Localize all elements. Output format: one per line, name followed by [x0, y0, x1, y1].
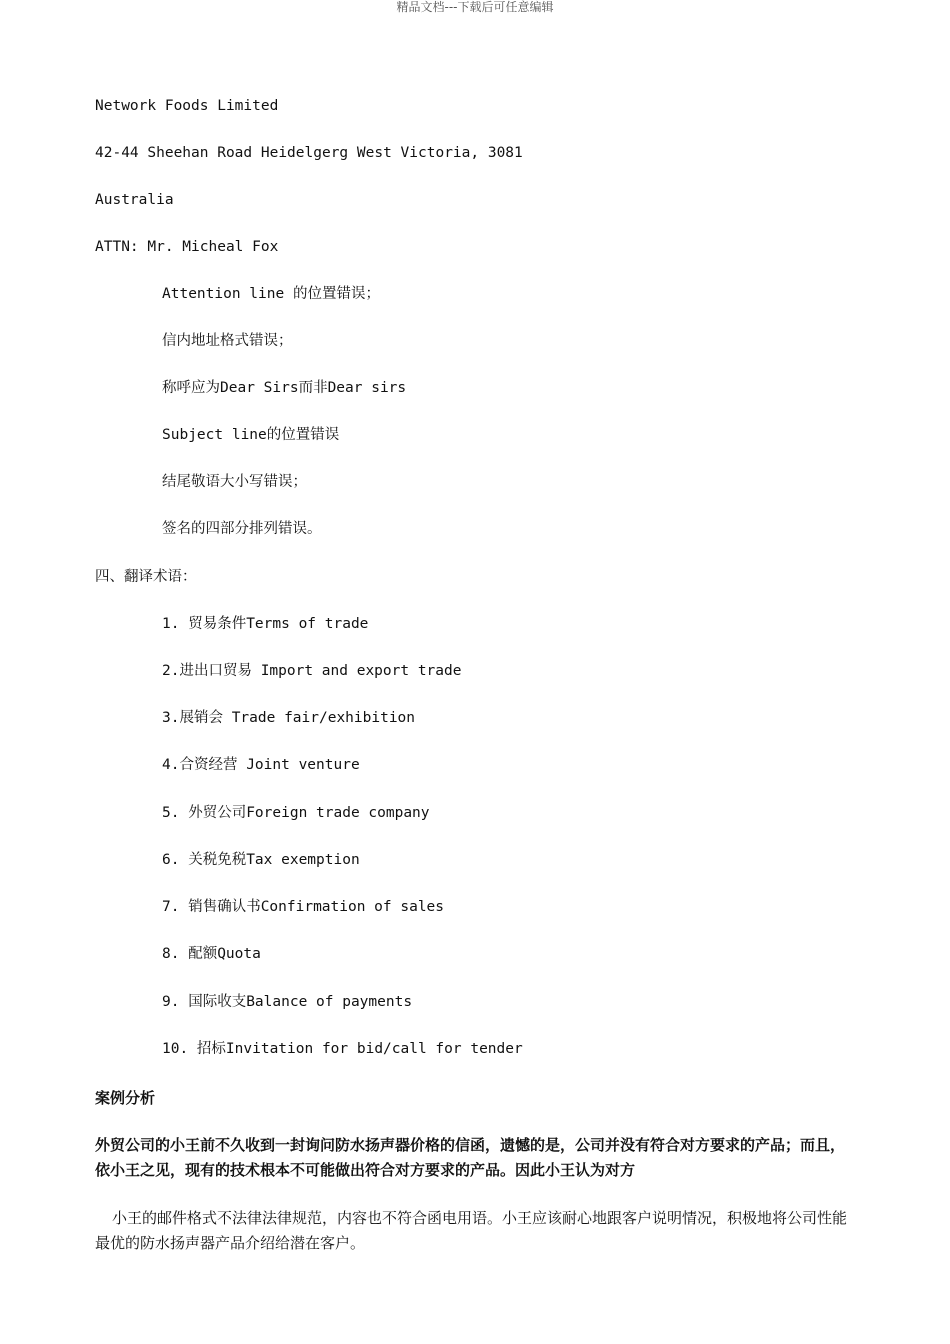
term-item: 2.进出口贸易 Import and export trade — [162, 663, 462, 679]
address-attn: ATTN: Mr. Micheal Fox — [95, 239, 279, 255]
address-country: Australia — [95, 192, 174, 208]
term-item: 10. 招标Invitation for bid/call for tender — [162, 1041, 523, 1057]
error-item: 结尾敬语大小写错误； — [162, 474, 307, 490]
page-header: 精品文档---下载后可任意编辑 — [396, 0, 554, 14]
term-item: 5. 外贸公司Foreign trade company — [162, 805, 430, 821]
error-item: 称呼应为Dear Sirs而非Dear sirs — [162, 380, 407, 396]
case-question: 外贸公司的小王前不久收到一封询问防水扬声器价格的信函，遗憾的是，公司并没有符合对方要求的产品；而且，依小王之见，现有的技术根本不可能做出符合对方要求的产品。因此小王认为对方 — [95, 1136, 846, 1179]
error-item: Subject line的位置错误 — [162, 427, 340, 443]
term-item: 8. 配额Quota — [162, 946, 261, 962]
address-company: Network Foods Limited — [95, 98, 279, 114]
error-item: 信内地址格式错误； — [162, 333, 293, 349]
address-street: 42-44 Sheehan Road Heidelgerg West Victoria, 3081 — [95, 145, 523, 161]
section-title: 四、翻译术语： — [95, 569, 197, 585]
case-title: 案例分析 — [95, 1089, 156, 1107]
term-item: 1. 贸易条件Terms of trade — [162, 616, 369, 632]
error-item: 签名的四部分排列错误。 — [162, 521, 322, 537]
term-item: 3.展销会 Trade fair/exhibition — [162, 710, 416, 726]
case-answer: 小王的邮件格式不法律法律规范，内容也不符合函电用语。小王应该耐心地跟客户说明情况，积极地将公司性能最优的防水扬声器产品介绍给潜在客户。 — [95, 1209, 848, 1252]
term-item: 4.合资经营 Joint venture — [162, 757, 360, 773]
term-item: 9. 国际收支Balance of payments — [162, 994, 413, 1010]
term-item: 7. 销售确认书Confirmation of sales — [162, 899, 445, 915]
term-item: 6. 关税免税Tax exemption — [162, 852, 360, 868]
error-item: Attention line 的位置错误； — [162, 286, 380, 302]
